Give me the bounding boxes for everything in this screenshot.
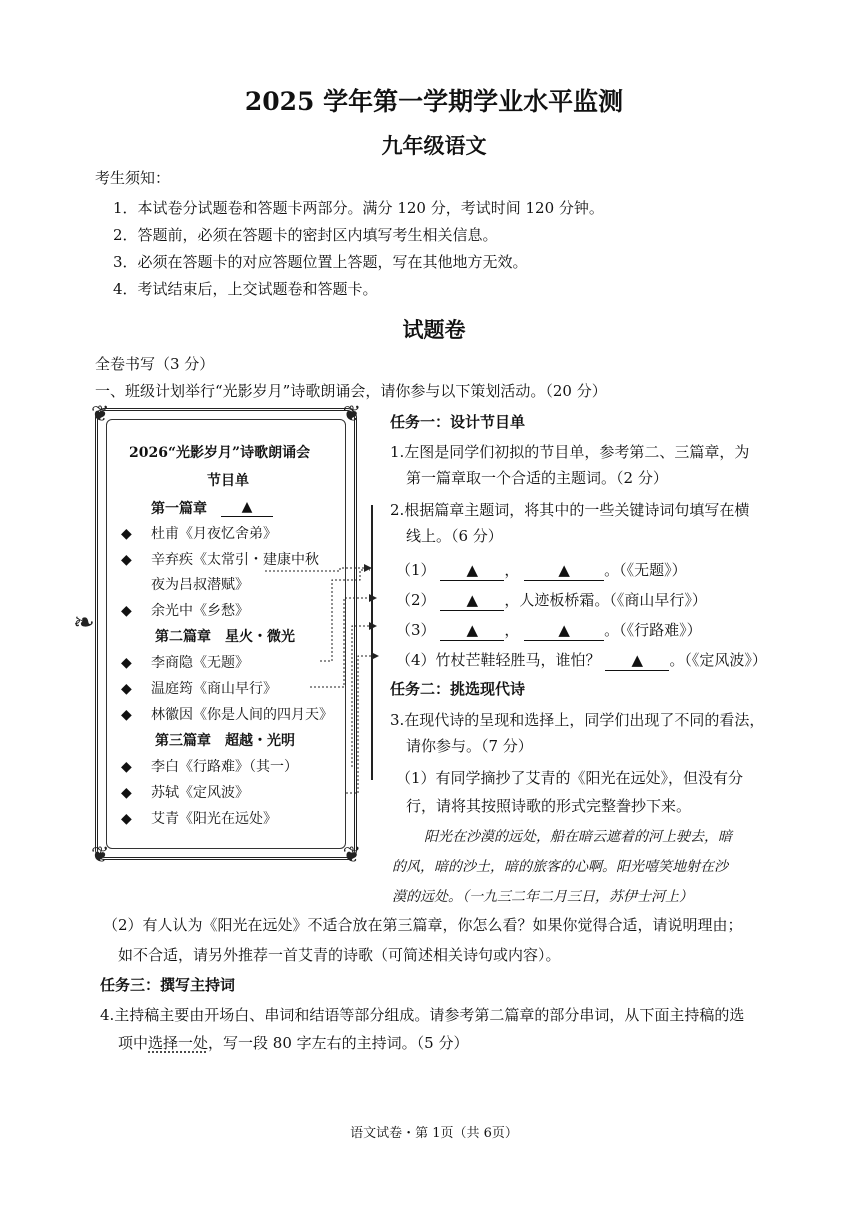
bullet-icon: ◆ [121, 759, 132, 775]
bullet-icon: ◆ [121, 681, 132, 697]
page-footer: 语文试卷・第 1页（共 6页） [350, 1126, 518, 1141]
section-title: 试题卷 [402, 317, 466, 342]
answer-blank: ▲ [440, 560, 504, 581]
q3-line1: 3.在现代诗的呈现和选择上，同学们出现了不同的看法， [390, 711, 765, 729]
notice-item-2: 2．答题前，必须在答题卡的密封区内填写考生相关信息。 [113, 226, 498, 244]
side-ornament-icon: ❧ [73, 608, 95, 638]
q2-line2: 线上。（6 分） [406, 527, 503, 545]
program-title: 2026“光影岁月”诗歌朗诵会 [129, 445, 311, 461]
fill-4 [396, 650, 767, 671]
fill-4-source: 。（《定风波》） [669, 651, 767, 669]
q4-emphasis: 选择一处 [148, 1034, 209, 1052]
fill-3-label: （3） [396, 621, 436, 639]
program-item: 林徽因《你是人间的四月天》 [151, 707, 333, 723]
poem-line-2: 的风，暗的沙土，暗的旅客的心啊。阳光嘻笑地射在沙 [392, 859, 728, 875]
chapter1-blank: ▲ [221, 498, 273, 517]
fill-3-source: 。（《行路难》） [604, 621, 702, 639]
notice-item-1: 1．本试卷分试题卷和答题卡两部分。满分 120 分，考试时间 120 分钟。 [113, 199, 604, 217]
part1-heading: 一、班级计划举行“光影岁月”诗歌朗诵会，请你参与以下策划活动。（20 分） [95, 382, 607, 400]
program-item: 辛弃疾《太常引・建康中秋 [151, 552, 319, 568]
fill-1-source: 。（《无题》） [604, 561, 687, 579]
chapter3-title: 第三篇章 超越・光明 [155, 733, 295, 749]
q4-line2 [118, 1033, 468, 1053]
q4-text: ，写一段 80 字左右的主持词。（5 分） [208, 1034, 469, 1052]
corner-ornament-icon: ❦ [91, 402, 110, 427]
program-item: 苏轼《定风波》 [151, 785, 249, 801]
fill-2-label: （2） [396, 591, 436, 609]
q4-line1: 4.主持稿主要由开场白、串词和结语等部分组成。请参考第二篇章的部分串词，从下面主持稿的选 [100, 1006, 745, 1024]
task2-heading: 任务二：挑选现代诗 [390, 680, 526, 698]
fill-2-text: ，人迹板桥霜。（《商山早行》） [504, 591, 707, 609]
q4-text: 项中 [118, 1034, 149, 1052]
exam-title: 2025 学年第一学期学业水平监测 [244, 87, 624, 116]
chapter1-title: 第一篇章 [151, 501, 207, 517]
notice-item-4: 4．考试结束后，上交试题卷和答题卡。 [113, 280, 378, 298]
bullet-icon: ◆ [121, 811, 132, 827]
answer-blank: ▲ [440, 620, 504, 641]
bullet-icon: ◆ [121, 603, 132, 619]
poem-line-3: 漠的远处。（一九三二年二月三日，苏伊士河上） [392, 889, 693, 905]
program-item: 李商隐《无题》 [151, 655, 249, 671]
bullet-icon: ◆ [121, 707, 132, 723]
corner-ornament-icon: ❦ [342, 402, 361, 427]
notice-heading: 考生须知： [95, 169, 171, 187]
q3-sub1-line2: 行，请将其按照诗歌的形式完整誊抄下来。 [406, 797, 692, 815]
exam-subject: 九年级语文 [381, 133, 487, 158]
answer-blank: ▲ [524, 620, 604, 641]
program-item: 李白《行路难》（其一） [151, 759, 298, 775]
chapter2-title: 第二篇章 星火・微光 [155, 629, 295, 645]
program-item: 杜甫《月夜忆舍弟》 [151, 526, 277, 542]
q3-sub2-line1: （2）有人认为《阳光在远处》不适合放在第三篇章，你怎么看？如果你觉得合适，请说明理由； [103, 916, 743, 934]
fill-1-label: （1） [396, 561, 436, 579]
q1-line1: 1.左图是同学们初拟的节目单，参考第二、三篇章，为 [390, 443, 750, 461]
bullet-icon: ◆ [121, 785, 132, 801]
task3-heading: 任务三：撰写主持词 [100, 976, 236, 994]
bullet-icon: ◆ [121, 655, 132, 671]
fill-1: （1） ▲ ， ▲ 。（《无题》） [396, 561, 687, 579]
q3-sub2-line2: 如不合适，请另外推荐一首艾青的诗歌（可简述相关诗句或内容）。 [118, 946, 561, 964]
fill-4-label: （4）竹杖芒鞋轻胜马，谁怕？ [396, 651, 601, 669]
handwriting-score: 全卷书写（3 分） [95, 355, 215, 373]
q3-sub1-line1: （1）有同学摘抄了艾青的《阳光在远处》，但没有分 [396, 769, 744, 787]
q1-line2: 第一篇章取一个合适的主题词。（2 分） [406, 469, 668, 487]
corner-ornament-icon: ❦ [342, 843, 361, 868]
program-item: 艾青《阳光在远处》 [151, 811, 277, 827]
answer-blank: ▲ [440, 590, 504, 611]
q3-line2: 请你参与。（7 分） [406, 737, 533, 755]
program-subtitle: 节目单 [207, 473, 249, 489]
poem-line-1: 阳光在沙漠的远处，船在暗云遮着的河上驶去，暗 [424, 829, 732, 845]
answer-blank: ▲ [605, 650, 669, 671]
corner-ornament-icon: ❦ [91, 843, 110, 868]
answer-blank: ▲ [524, 560, 604, 581]
fill-2 [396, 590, 707, 611]
program-item: 夜为吕叔潜赋》 [151, 577, 249, 593]
q2-line1: 2.根据篇章主题词，将其中的一些关键诗词句填写在横 [390, 501, 750, 519]
program-item: 温庭筠《商山早行》 [151, 681, 277, 697]
notice-item-3: 3．必须在答题卡的对应答题位置上答题，写在其他地方无效。 [113, 253, 528, 271]
program-item: 余光中《乡愁》 [151, 603, 249, 619]
bullet-icon: ◆ [121, 526, 132, 542]
task1-heading: 任务一：设计节目单 [390, 413, 526, 431]
bullet-icon: ◆ [121, 552, 132, 568]
fill-3: （3） ▲ ， ▲ 。（《行路难》） [396, 621, 702, 639]
